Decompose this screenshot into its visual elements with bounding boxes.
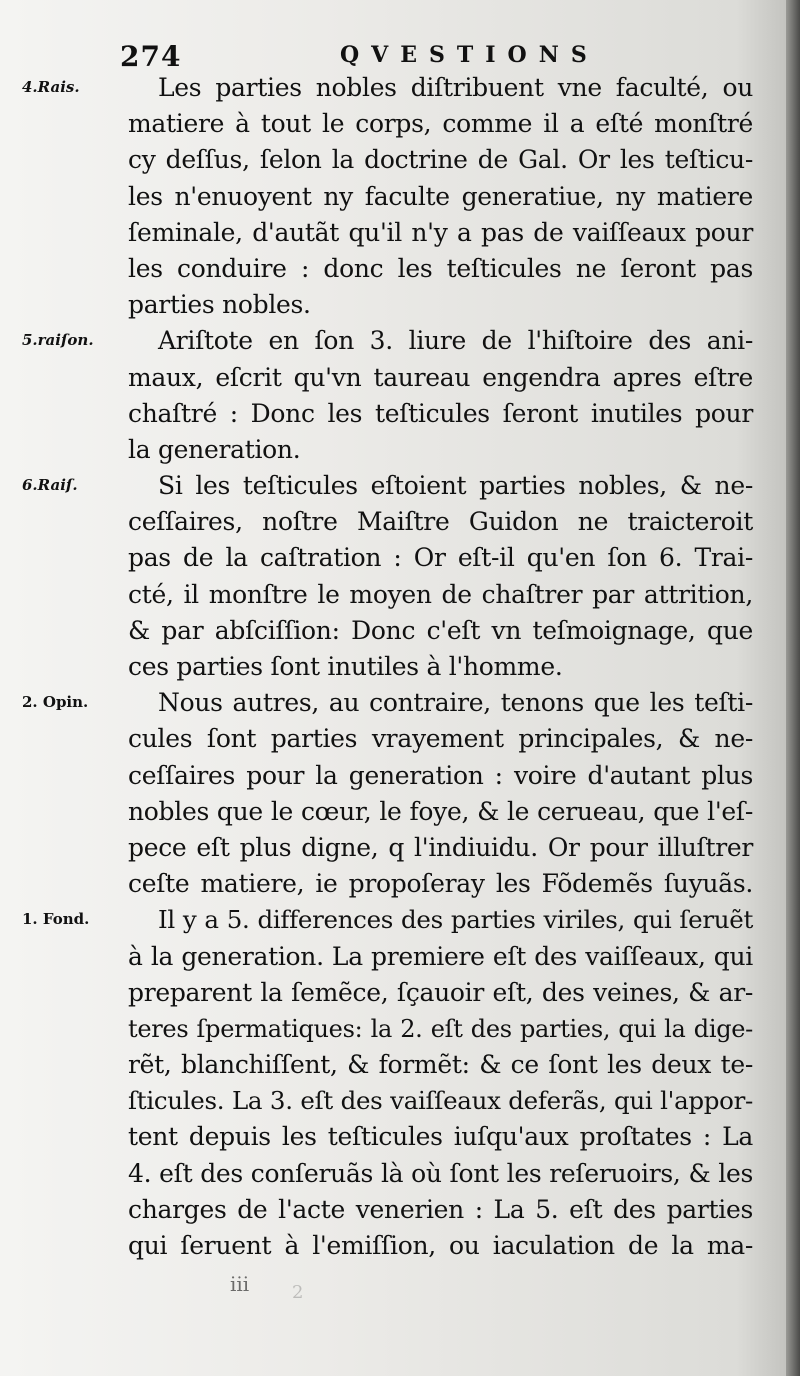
- text-line: [0, 504, 800, 540]
- text-line: [0, 685, 800, 721]
- line-text: la generation.: [128, 434, 301, 464]
- line-text: rẽt, blanchiſſent, & formẽt: & ce ſont les deux te-: [128, 1050, 753, 1080]
- line-text: ſeminale, d'autãt qu'il n'y a pas de vaiſſeaux pour: [128, 217, 753, 247]
- text-line: [0, 432, 800, 468]
- text-line: [0, 794, 800, 830]
- line-text: matiere à tout le corps, comme il a eſté monſtré: [128, 109, 753, 139]
- line-text: les conduire : donc les teſticules ne ſeront pas: [128, 253, 753, 283]
- text-line: [0, 830, 800, 866]
- text-line: [0, 613, 800, 649]
- text-line: [0, 251, 800, 287]
- text-line: [0, 106, 800, 142]
- text-line: [0, 1228, 800, 1264]
- line-text: Si les teſticules eſtoient parties nobles, & ne-: [158, 471, 753, 501]
- paragraph-4-raison: [0, 70, 800, 323]
- line-text: charges de l'acte venerien : La 5. eſt des parties: [128, 1194, 753, 1224]
- line-text: les n'enuoyent ny faculte generatiue, ny matiere: [128, 181, 753, 211]
- text-line: [0, 649, 800, 685]
- line-text: cules ſont parties vrayement principales, & ne-: [128, 724, 753, 754]
- line-text: teres ſpermatiques: la 2. eſt des parties, qui la dige-: [128, 1014, 753, 1043]
- text-line: [0, 468, 800, 504]
- paragraph-6-raison: [0, 468, 800, 685]
- text-line: [0, 323, 800, 359]
- text-line: [0, 540, 800, 576]
- text-line: [0, 142, 800, 178]
- text-line: [0, 866, 800, 902]
- text-line: [0, 1156, 800, 1192]
- text-line: [0, 1011, 800, 1047]
- body-text: [0, 70, 800, 1264]
- paragraph-2-opinion: [0, 685, 800, 902]
- line-text: pece eſt plus digne, q l'indiuidu. Or pour illuſtrer: [128, 832, 753, 862]
- page-number: 274: [120, 40, 182, 73]
- text-line: [0, 1119, 800, 1155]
- signature-mark: iii: [230, 1272, 250, 1296]
- line-text: Ariſtote en ſon 3. liure de l'hiſtoire des ani-: [158, 326, 753, 356]
- margin-note: 5.raiſon.: [22, 331, 94, 350]
- line-text: ceſſaires pour la generation : voire d'autant plus: [128, 760, 753, 790]
- text-line: [0, 1083, 800, 1119]
- line-text: parties nobles.: [128, 290, 311, 320]
- line-text: cy deſſus, ſelon la doctrine de Gal. Or les teſticu-: [128, 145, 753, 175]
- paragraph-1-fondement: [0, 902, 800, 1264]
- text-line: [0, 758, 800, 794]
- text-line: [0, 179, 800, 215]
- faint-mark: 2: [292, 1282, 304, 1303]
- line-text: nobles que le cœur, le foye, & le cerueau, que l'eſ-: [128, 796, 753, 826]
- line-text: & par abſciſſion: Donc c'eſt vn teſmoignage, que: [128, 615, 753, 645]
- text-line: [0, 396, 800, 432]
- paragraph-5-raison: [0, 323, 800, 468]
- text-line: [0, 1047, 800, 1083]
- line-text: qui ſeruent à l'emiſſion, ou iaculation de la ma-: [128, 1231, 753, 1260]
- line-text: ceſſaires, noſtre Maiſtre Guidon ne traicteroit: [128, 507, 753, 537]
- line-text: 4. eſt des conſeruãs là où ſont les reſeruoirs, & les: [128, 1158, 753, 1188]
- text-line: [0, 721, 800, 757]
- text-line: [0, 577, 800, 613]
- line-text: Nous autres, au contraire, tenons que les teſti-: [158, 688, 753, 718]
- running-head: QVESTIONS: [340, 42, 599, 68]
- text-line: [0, 939, 800, 975]
- line-text: cté, il monſtre le moyen de chaſtrer par attrition,: [128, 579, 753, 609]
- text-line: [0, 215, 800, 251]
- line-text: Il y a 5. differences des parties viriles, qui ſeruẽt: [158, 905, 753, 935]
- margin-note: 1. Fond.: [22, 910, 90, 929]
- margin-note: 2. Opin.: [22, 693, 89, 712]
- line-text: tent depuis les teſticules iuſqu'aux proſtates : La: [128, 1122, 753, 1152]
- line-text: chaſtré : Donc les teſticules ſeront inutiles pour: [128, 398, 753, 428]
- line-text: à la generation. La premiere eſt des vaiſſeaux, qui: [128, 941, 753, 971]
- line-text: ceſte matiere, ie propoſeray les Fõdemẽs ſuyuãs.: [128, 869, 753, 899]
- margin-note: 6.Raiſ.: [22, 476, 78, 495]
- line-text: maux, eſcrit qu'vn taureau engendra apres eſtre: [128, 362, 753, 392]
- text-line: [0, 70, 800, 106]
- margin-note: 4.Rais.: [22, 78, 80, 96]
- text-line: [0, 1192, 800, 1228]
- text-line: [0, 975, 800, 1011]
- line-text: pas de la caſtration : Or eſt-il qu'en ſon 6. Trai-: [128, 543, 753, 573]
- text-line: [0, 287, 800, 323]
- text-line: [0, 902, 800, 938]
- line-text: preparent la ſemẽce, ſçauoir eſt, des veines, & ar-: [128, 977, 753, 1007]
- line-text: ſticules. La 3. eſt des vaiſſeaux deferãs, qui l'appor-: [128, 1086, 753, 1116]
- line-text: ces parties ſont inutiles à l'homme.: [128, 652, 563, 681]
- line-text: Les parties nobles diſtribuent vne faculté, ou: [158, 73, 753, 102]
- text-line: [0, 360, 800, 396]
